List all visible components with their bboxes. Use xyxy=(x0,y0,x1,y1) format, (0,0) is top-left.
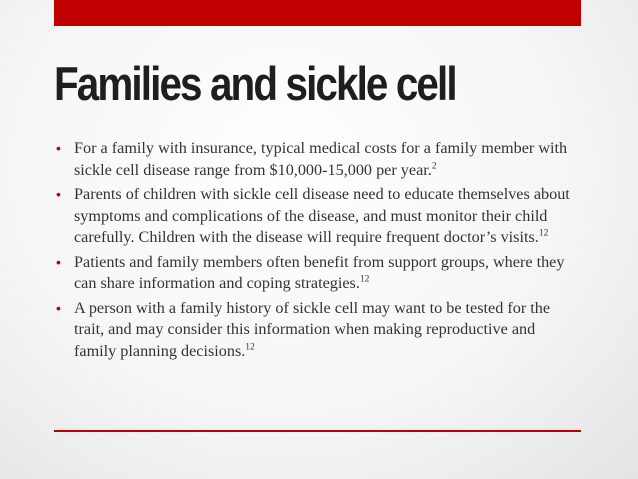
slide-title: Families and sickle cell xyxy=(54,57,456,110)
bullet-item xyxy=(56,298,576,363)
bullet-icon: • xyxy=(56,253,61,270)
bullet-icon: • xyxy=(56,140,61,156)
bullet-list xyxy=(56,138,576,365)
citation-ref: 12 xyxy=(538,228,549,239)
bullet-text: Parents of children with sickle cell disease need to educate themselves about symptoms and complications of the disease, and must monitor their child carefully. Children with the disease will require frequent doctor’s visits. xyxy=(74,185,570,246)
bottom-divider xyxy=(54,430,581,432)
bullet-item xyxy=(56,138,576,181)
top-accent-bar xyxy=(54,0,581,26)
bullet-icon: • xyxy=(56,299,61,316)
bullet-text: A person with a family history of sickle cell may want to be tested for the trait, and may consider this information when making reproductive and family planning decisions. xyxy=(74,298,551,360)
bullet-text: Patients and family members often benefit from support groups, where they can share information and coping strategies. xyxy=(74,252,565,292)
bullet-item xyxy=(56,252,576,295)
bullet-icon: • xyxy=(56,186,61,202)
citation-ref: 2 xyxy=(431,161,437,172)
citation-ref: 12 xyxy=(359,274,370,285)
bullet-item xyxy=(56,184,576,249)
citation-ref: 12 xyxy=(245,342,255,353)
bullet-text: For a family with insurance, typical medical costs for a family member with sickle cell disease range from $10,000-15,000 per year. xyxy=(74,139,568,179)
